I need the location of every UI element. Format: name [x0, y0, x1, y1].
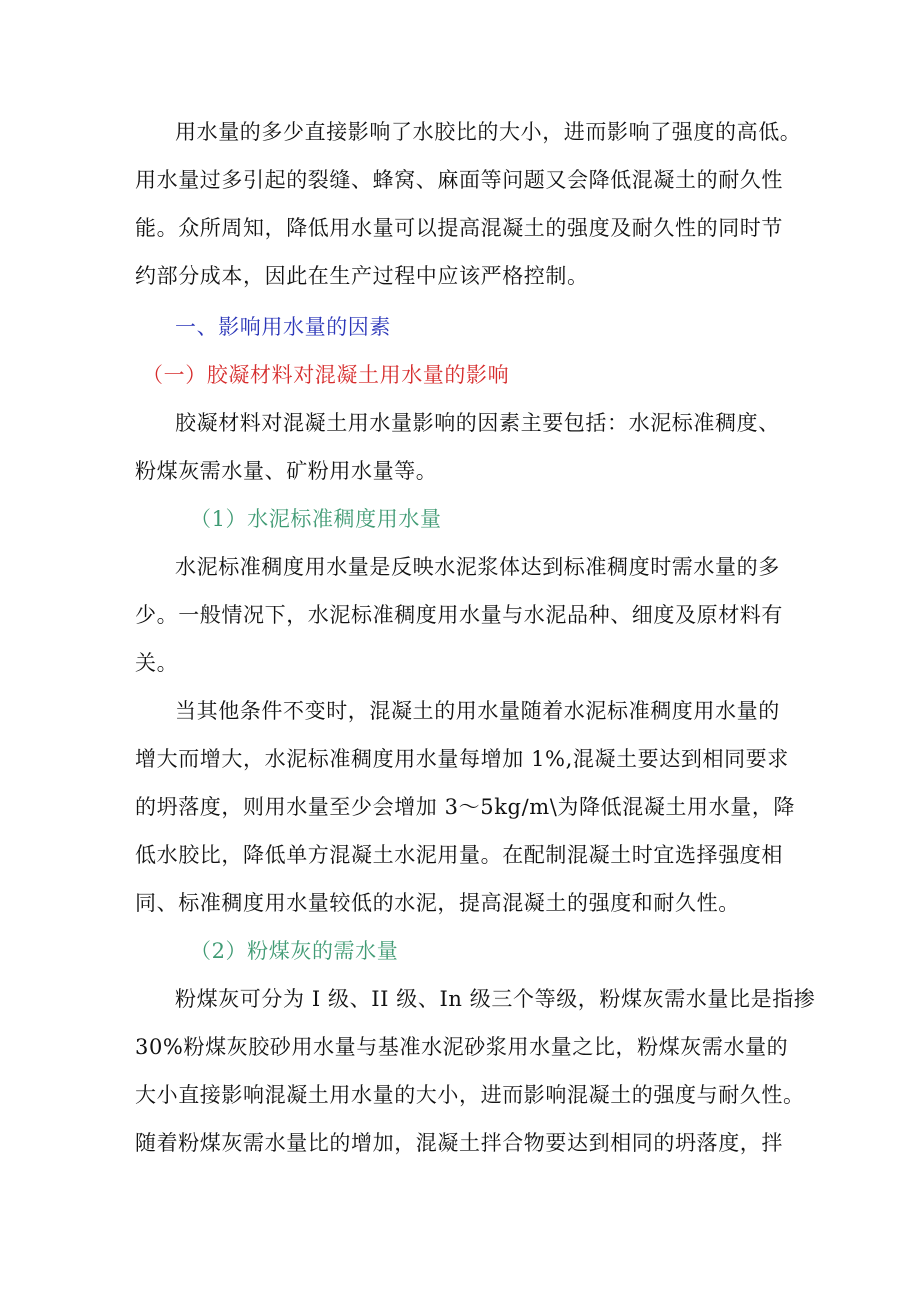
paragraph-1-line-3: 能。众所周知，降低用水量可以提高混凝土的强度及耐久性的同时节 [135, 216, 783, 240]
heading-item-1: （1）水泥标准稠度用水量 [190, 507, 442, 531]
heading-subsection-1: （一）胶凝材料对混凝土用水量的影响 [142, 363, 510, 387]
paragraph-5-line-4: 随着粉煤灰需水量比的增加，混凝土拌合物要达到相同的坍落度，拌 [135, 1131, 783, 1155]
paragraph-4-line-2: 增大而增大，水泥标准稠度用水量每增加 1%,混凝土要达到相同要求 [135, 747, 789, 771]
paragraph-2-line-1: 胶凝材料对混凝土用水量影响的因素主要包括：水泥标准稠度、 [175, 411, 780, 435]
paragraph-4-line-1: 当其他条件不变时，混凝土的用水量随着水泥标准稠度用水量的 [175, 699, 780, 723]
paragraph-1-line-1: 用水量的多少直接影响了水胶比的大小，进而影响了强度的高低。 [175, 120, 802, 144]
paragraph-1-line-2: 用水量过多引起的裂缝、蜂窝、麻面等问题又会降低混凝土的耐久性 [135, 168, 783, 192]
heading-section-1: 一、影响用水量的因素 [175, 315, 391, 339]
paragraph-4-line-5: 同、标准稠度用水量较低的水泥，提高混凝土的强度和耐久性。 [135, 891, 740, 915]
paragraph-3-line-1: 水泥标准稠度用水量是反映水泥浆体达到标准稠度时需水量的多 [175, 555, 780, 579]
paragraph-3-line-3: 关。 [135, 651, 179, 675]
paragraph-3-line-2: 少。一般情况下，水泥标准稠度用水量与水泥品种、细度及原材料有 [135, 603, 783, 627]
paragraph-4-line-3: 的坍落度，则用水量至少会增加 3～5kg∕m\为降低混凝土用水量，降 [135, 795, 796, 819]
paragraph-5-line-2: 30%粉煤灰胶砂用水量与基准水泥砂浆用水量之比，粉煤灰需水量的 [135, 1035, 789, 1059]
heading-item-2: （2）粉煤灰的需水量 [190, 939, 399, 963]
paragraph-1-line-4: 约部分成本，因此在生产过程中应该严格控制。 [135, 264, 589, 288]
paragraph-5-line-1: 粉煤灰可分为 I 级、II 级、In 级三个等级，粉煤灰需水量比是指掺 [175, 987, 816, 1011]
paragraph-5-line-3: 大小直接影响混凝土用水量的大小，进而影响混凝土的强度与耐久性。 [135, 1083, 805, 1107]
paragraph-2-line-2: 粉煤灰需水量、矿粉用水量等。 [135, 459, 438, 483]
paragraph-4-line-4: 低水胶比，降低单方混凝土水泥用量。在配制混凝土时宜选择强度相 [135, 843, 783, 867]
